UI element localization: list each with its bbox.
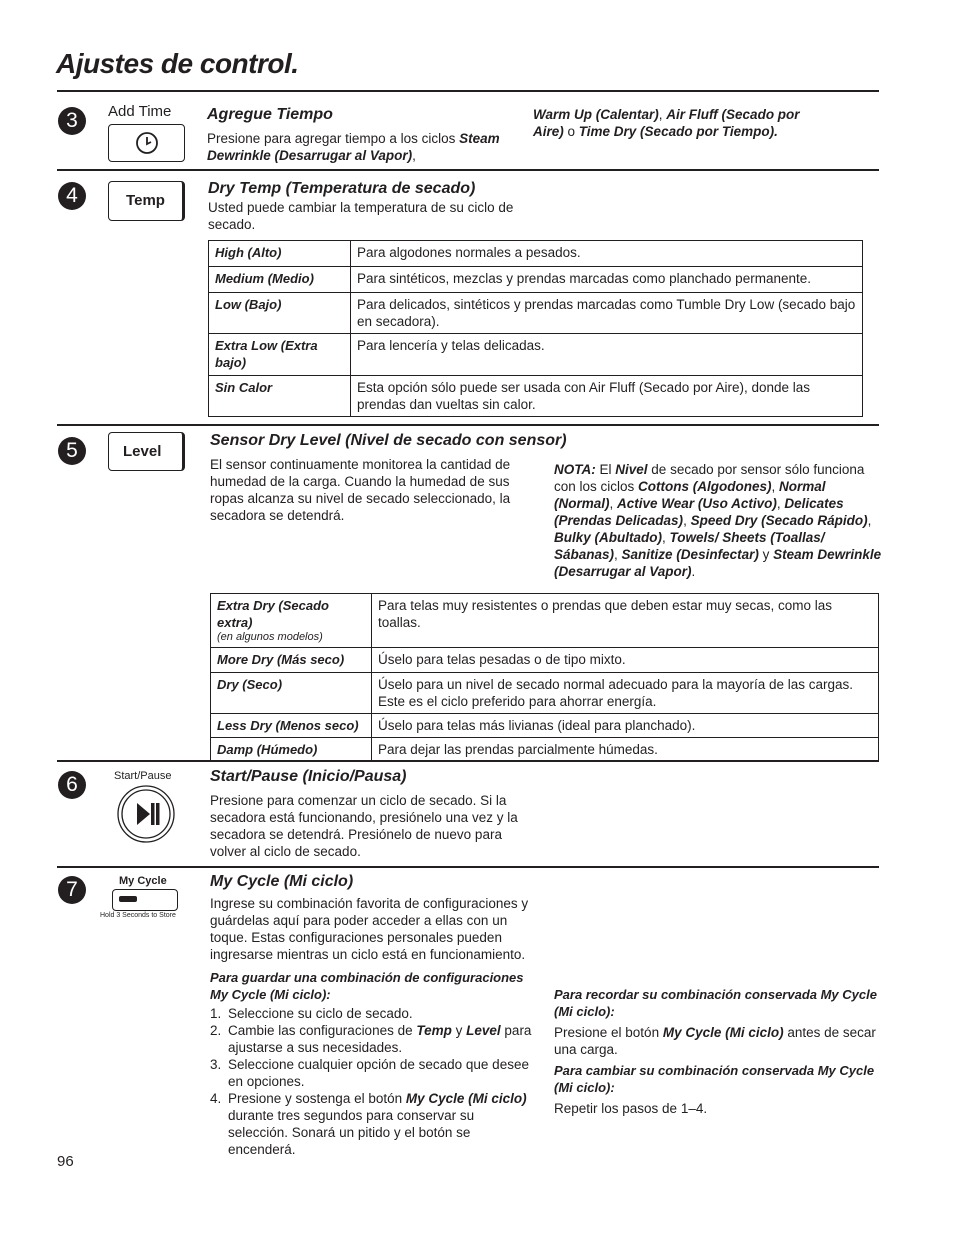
step-number: 2. [210,1023,222,1038]
table-row [209,267,863,293]
emphasis-text: Steam Dewrinkle (Desarrugar al Vapor) [207,131,500,163]
setting-label: Less Dry (Menos seco) [217,718,359,733]
setting-label: More Dry (Más seco) [217,652,345,667]
table-row [211,673,879,714]
dry-temp-heading: Dry Temp (Temperatura de secado) [208,180,476,197]
setting-label: Low (Bajo) [215,297,282,312]
setting-name [209,293,351,334]
my-cycle-heading: My Cycle (Mi ciclo) [210,873,354,890]
indicator-light-icon [119,896,137,902]
start-pause-label: Start/Pause [114,770,172,782]
emphasis-text: Towels/ Sheets (Toallas/ Sábanas) [554,530,825,562]
setting-label: Dry (Seco) [217,677,283,692]
emphasis-text: Delicates (Prendas Delicadas) [554,496,844,528]
step-number-6: 6 [58,771,86,799]
list-item [210,1090,535,1158]
my-cycle-label: My Cycle [119,875,167,887]
setting-label: High (Alto) [215,245,282,260]
text: para ajustarse a sus necesidades. [228,1023,532,1055]
list-item [210,1022,535,1056]
recall-body [554,1024,879,1058]
setting-label: Damp (Húmedo) [217,742,318,757]
text: Cambie las configuraciones de [228,1023,417,1038]
text: , [658,107,667,122]
my-cycle-right-column [554,986,879,1117]
dry-temp-body: Usted puede cambiar la temperatura de su ciclo de secado. [208,200,514,232]
add-time-body-right [533,106,833,140]
change-heading: Para cambiar su combinación conservada My Cycle (Mi ciclo): [554,1063,875,1095]
emphasis-text: Normal (Normal) [554,479,826,511]
emphasis-text: Active Wear (Uso Activo) [617,496,777,511]
setting-name [211,648,372,673]
text: y [451,1023,467,1038]
table-row [211,648,879,673]
setting-name [209,334,351,376]
table-row [209,241,863,267]
level-button: Level [108,432,185,471]
emphasis-text: Sanitize (Desinfectar) [621,547,759,562]
setting-description: Para sintéticos, mezclas y prendas marcadas como planchado permanente. [351,267,863,293]
emphasis-text: Cottons (Algodones) [638,479,772,494]
table-row [209,376,863,417]
my-cycle-left-column [210,895,535,1158]
temp-table [208,240,863,417]
setting-label: Extra Low (Extra bajo) [215,338,318,370]
setting-description: Para lencería y telas delicadas. [351,334,863,376]
emphasis-text: Time Dry (Secado por Tiempo). [578,124,778,139]
setting-name [209,267,351,293]
play-pause-icon [116,784,176,844]
emphasis-text: Speed Dry (Secado Rápido) [690,513,868,528]
setting-description: Úselo para telas más livianas (ideal para planchado). [372,714,879,738]
emphasis-text: Warm Up (Calentar) [533,107,659,122]
start-pause-body: Presione para comenzar un ciclo de secado. Si la secadora está funcionando, presiónelo una vez y la secadora se detendrá. Presiónelo de nuevo para volver al ciclo de secado. [210,793,518,859]
setting-name [211,673,372,714]
my-cycle-caption: Hold 3 Seconds to Store [100,912,176,919]
text: y [758,547,774,562]
text: , [683,513,691,528]
emphasis-text: Level [466,1023,501,1038]
table-row [209,293,863,334]
emphasis-text: Steam Dewrinkle (Desarrugar al Vapor) [554,547,882,579]
text: Presione para agregar tiempo a los ciclos [207,131,460,146]
emphasis-text: Temp [416,1023,452,1038]
add-time-body-left [207,130,512,164]
setting-name [209,376,351,417]
save-steps [210,1005,535,1158]
page-number: 96 [57,1153,74,1170]
save-heading: Para guardar una combinación de configuraciones My Cycle (Mi ciclo): [210,970,524,1002]
setting-description: Para telas muy resistentes o prendas que deben estar muy secas, como las toallas. [372,594,879,648]
emphasis-text: Bulky (Abultado) [554,530,662,545]
text: , [867,513,872,528]
list-item [210,1005,535,1022]
title-rule [57,90,879,92]
text: , [614,547,622,562]
setting-note: (en algunos modelos) [217,631,323,643]
step-number-3: 3 [58,107,86,135]
text: antes de secar una carga. [554,1025,876,1057]
text: Presione el botón [554,1025,663,1040]
emphasis-text: NOTA: [554,462,596,477]
setting-description: Úselo para telas pesadas o de tipo mixto. [372,648,879,673]
setting-name [211,738,372,762]
text: Seleccione su ciclo de secado. [228,1006,413,1021]
step-number-5: 5 [58,437,86,465]
table-row [211,594,879,648]
text: . [691,564,696,579]
text: , [771,479,780,494]
setting-name [211,714,372,738]
divider [57,866,879,868]
text: El [595,462,616,477]
setting-label: Sin Calor [215,380,273,395]
divider [57,169,879,171]
text: , [609,496,618,511]
list-item [210,1056,535,1090]
sensor-dry-heading: Sensor Dry Level (Nivel de secado con sensor) [210,432,567,449]
text: , [776,496,785,511]
emphasis-text: My Cycle (Mi ciclo) [405,1091,527,1106]
sensor-dry-note [554,461,884,580]
add-time-label: Add Time [108,103,172,120]
text: Presione y sostenga el botón [228,1091,406,1106]
emphasis-text: My Cycle (Mi ciclo) [662,1025,784,1040]
setting-description: Para delicados, sintéticos y prendas marcadas como Tumble Dry Low (secado bajo en secadora). [351,293,863,334]
step-number: 4. [210,1091,222,1106]
table-row [209,334,863,376]
text: de secado por sensor sólo funciona con los ciclos [554,462,865,494]
add-time-button [108,124,185,162]
table-row [211,714,879,738]
start-pause-heading: Start/Pause (Inicio/Pausa) [210,768,407,785]
step-number: 3. [210,1057,222,1072]
setting-name [209,241,351,267]
text: , [662,530,670,545]
temp-button: Temp [108,181,185,221]
setting-description: Para dejar las prendas parcialmente húmedas. [372,738,879,762]
step-number-4: 4 [58,182,86,210]
setting-description: Para algodones normales a pesados. [351,241,863,267]
step-number: 1. [210,1006,222,1021]
text: o [563,124,579,139]
setting-name [211,594,372,648]
step-number-7: 7 [58,876,86,904]
setting-label: Medium (Medio) [215,271,314,286]
sensor-dry-body: El sensor continuamente monitorea la cantidad de humedad de la carga. Cuando la humedad de sus ropas alcanza su nivel de secado seleccionado, la secadora se detendrá. [210,457,511,523]
page-title: Ajustes de control. [56,48,299,79]
text: durante tres segundos para conservar su selección. Sonará un pitido y el botón se encenderá. [228,1108,475,1157]
change-body: Repetir los pasos de 1–4. [554,1101,708,1116]
setting-description: Esta opción sólo puede ser usada con Air Fluff (Secado por Aire), donde las prendas dan vueltas sin calor. [351,376,863,417]
setting-description: Úselo para un nivel de secado normal adecuado para la mayoría de las cargas. Este es el ciclo preferido para ahorrar energía. [372,673,879,714]
emphasis-text: Nivel [615,462,648,477]
text: , [412,148,416,163]
divider [57,424,879,426]
recall-heading: Para recordar su combinación conservada My Cycle (Mi ciclo): [554,987,877,1019]
setting-label: Extra Dry (Secado extra) [217,598,329,630]
my-cycle-body: Ingrese su combinación favorita de configuraciones y guárdelas aquí para poder acceder a ellas con un toque. Estas configuraciones personales pueden ingresarse mientras un ciclo está en funcionamiento. [210,896,529,962]
emphasis-text: Air Fluff (Secado por Aire) [533,107,800,139]
add-time-heading: Agregue Tiempo [207,106,333,123]
level-table [210,593,879,762]
text: Seleccione cualquier opción de secado que desee en opciones. [228,1057,529,1089]
divider [57,760,879,762]
my-cycle-button [112,889,178,911]
table-row [211,738,879,762]
clock-icon [134,130,160,156]
